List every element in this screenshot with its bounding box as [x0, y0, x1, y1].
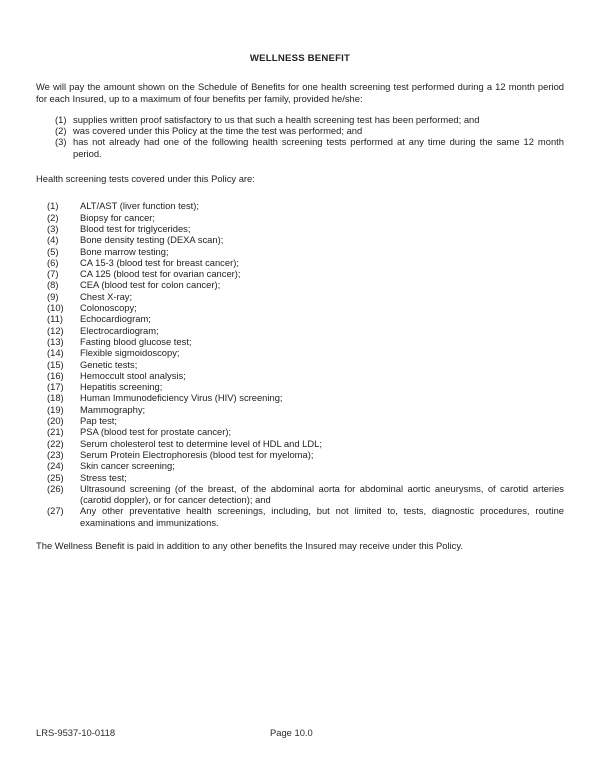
test-text: Mammography; [80, 403, 146, 415]
test-text: Fasting blood glucose test; [80, 335, 192, 347]
test-item [47, 223, 564, 234]
condition-number: (1) [55, 113, 67, 125]
test-item [47, 438, 564, 449]
page-number: Page 10.0 [270, 727, 313, 738]
test-text: ALT/AST (liver function test); [80, 200, 199, 212]
conditions-list [55, 114, 564, 159]
test-number: (7) [47, 268, 59, 280]
test-number: (10) [47, 302, 64, 314]
test-number: (1) [47, 200, 59, 212]
test-text: Human Immunodeficiency Virus (HIV) screening; [80, 392, 283, 404]
test-text: Any other preventative health screenings, including, but not limited to, tests, diagnostic procedures, routine examinations and immunizations. [80, 505, 564, 528]
tests-list [47, 200, 564, 528]
page-title: WELLNESS BENEFIT [249, 53, 351, 64]
test-text: Biopsy for cancer; [80, 211, 156, 223]
test-text: Serum Protein Electrophoresis (blood test for myeloma); [80, 448, 314, 460]
test-text: Bone marrow testing; [80, 245, 169, 257]
test-number: (19) [47, 403, 64, 415]
test-text: Skin cancer screening; [80, 460, 175, 472]
test-number: (27) [47, 505, 64, 517]
test-number: (9) [47, 290, 59, 302]
test-item [47, 313, 564, 324]
test-number: (3) [47, 222, 59, 234]
test-text: Stress test; [80, 471, 127, 483]
test-text: Genetic tests; [80, 358, 138, 370]
test-number: (4) [47, 234, 59, 246]
test-number: (11) [47, 313, 63, 325]
test-item [47, 246, 564, 257]
test-number: (18) [47, 392, 64, 404]
condition-item [55, 136, 564, 159]
test-item [47, 325, 564, 336]
condition-number: (2) [55, 125, 67, 137]
test-text: Electrocardiogram; [80, 324, 159, 336]
condition-item [55, 114, 564, 125]
test-text: Colonoscopy; [80, 302, 137, 314]
condition-text: has not already had one of the following health screening tests performed at any time during the same 12 month period. [73, 136, 564, 159]
test-number: (15) [47, 358, 64, 370]
test-item [47, 404, 564, 415]
test-number: (24) [47, 460, 64, 472]
test-item [47, 449, 564, 460]
test-item [47, 257, 564, 268]
condition-item [55, 125, 564, 136]
test-number: (16) [47, 369, 64, 381]
test-text: Hemoccult stool analysis; [80, 369, 186, 381]
test-number: (12) [47, 324, 64, 336]
test-item [47, 336, 564, 347]
test-item [47, 268, 564, 279]
test-text: PSA (blood test for prostate cancer); [80, 426, 232, 438]
condition-text: supplies written proof satisfactory to us that such a health screening test has been performed; and [73, 113, 480, 125]
test-text: Bone density testing (DEXA scan); [80, 234, 224, 246]
closing-paragraph: The Wellness Benefit is paid in addition to any other benefits the Insured may receive under this Policy. [36, 539, 463, 551]
test-text: Pap test; [80, 415, 118, 427]
test-item [47, 370, 564, 381]
test-item [47, 505, 564, 528]
test-number: (23) [47, 448, 64, 460]
test-item [47, 302, 564, 313]
test-item [47, 347, 564, 358]
condition-text: was covered under this Policy at the time the test was performed; and [73, 125, 363, 137]
test-text: Ultrasound screening (of the breast, of the abdominal aorta for abdominal aortic aneurysms, of carotid arteries (carotid doppler), or for cancer detection); and [80, 482, 564, 506]
test-item [47, 291, 564, 302]
test-number: (2) [47, 211, 59, 223]
form-number: LRS-9537-10-0118 [36, 727, 116, 738]
condition-number: (3) [55, 136, 67, 148]
test-text: CA 15-3 (blood test for breast cancer); [80, 256, 239, 268]
test-number: (17) [47, 381, 64, 393]
test-number: (5) [47, 245, 59, 257]
test-text: Blood test for triglycerides; [80, 222, 191, 234]
test-item [47, 212, 564, 223]
test-item [47, 279, 564, 290]
test-item [47, 483, 564, 506]
test-number: (22) [47, 437, 64, 449]
intro-paragraph: We will pay the amount shown on the Schedule of Benefits for one health screening test performed during a 12 month period for each Insured, up to a maximum of four benefits per family, provided he/she: [36, 81, 564, 104]
test-number: (8) [47, 279, 59, 291]
test-number: (21) [47, 426, 64, 438]
test-text: CEA (blood test for colon cancer); [80, 279, 221, 291]
test-item [47, 200, 564, 211]
test-number: (14) [47, 347, 64, 359]
test-number: (20) [47, 415, 64, 427]
test-number: (25) [47, 471, 64, 483]
test-item [47, 359, 564, 370]
test-text: Serum cholesterol test to determine level of HDL and LDL; [80, 437, 322, 449]
test-item [47, 381, 564, 392]
test-text: Chest X-ray; [80, 290, 133, 302]
test-item [47, 426, 564, 437]
test-number: (6) [47, 256, 59, 268]
test-text: Flexible sigmoidoscopy; [80, 347, 180, 359]
test-item [47, 460, 564, 471]
test-number: (13) [47, 335, 64, 347]
test-text: CA 125 (blood test for ovarian cancer); [80, 268, 241, 280]
test-item [47, 415, 564, 426]
test-item [47, 472, 564, 483]
tests-list-intro: Health screening tests covered under this Policy are: [36, 173, 255, 185]
test-text: Hepatitis screening; [80, 381, 163, 393]
test-number: (26) [47, 482, 64, 494]
test-item [47, 392, 564, 403]
test-text: Echocardiogram; [80, 313, 151, 325]
test-item [47, 234, 564, 245]
